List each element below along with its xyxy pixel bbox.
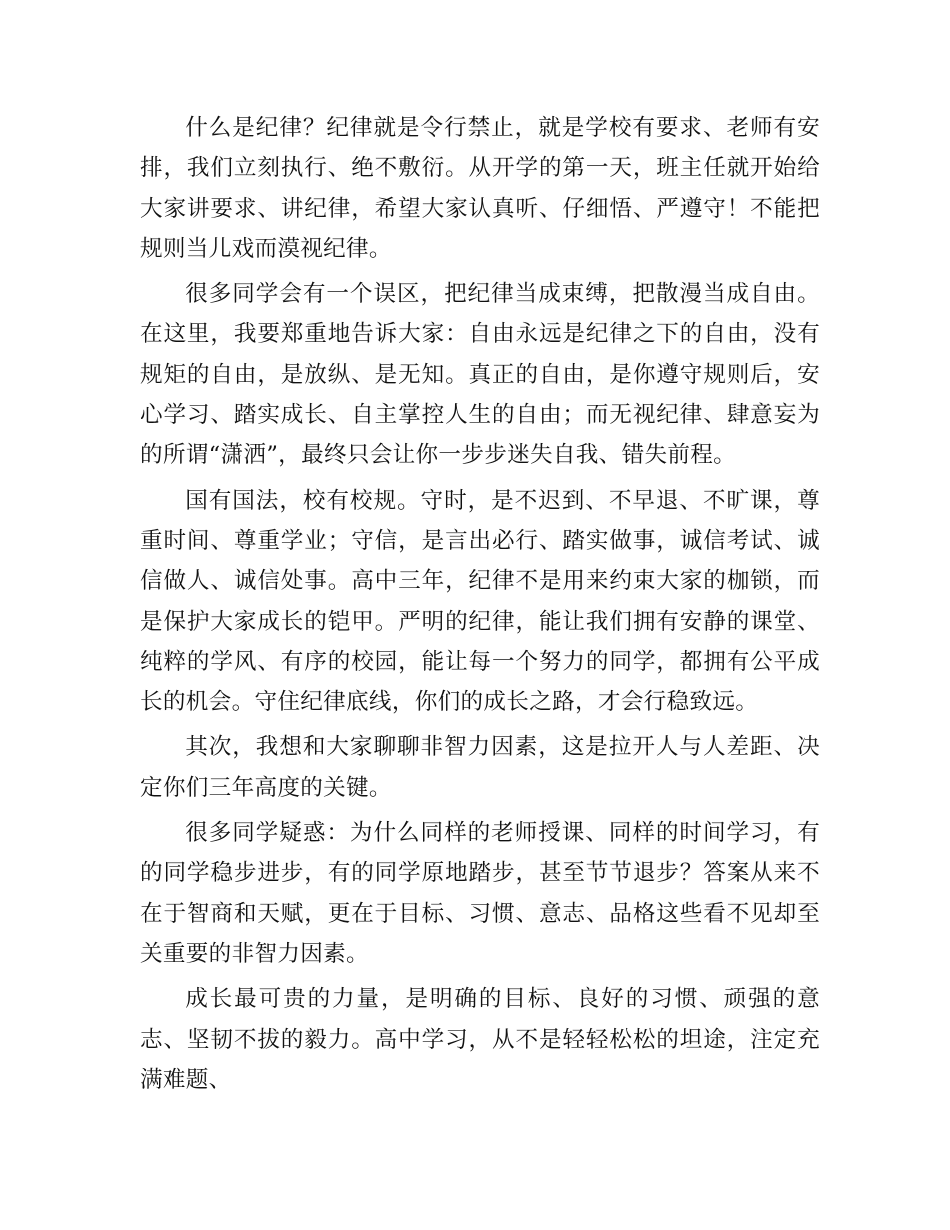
paragraph-growth-power: 成长最可贵的力量，是明确的目标、良好的习惯、顽强的意志、坚韧不拔的毅力。高中学习，从不是轻轻松松的坦途，注定充满难题、 bbox=[140, 986, 820, 1093]
paragraph-school-rules: 国有国法，校有校规。守时，是不迟到、不早退、不旷课，尊重时间、尊重学业；守信，是言出必行、踏实做事，诚信考试、诚信做人、诚信处事。高中三年，纪律不是用来约束大家的枷锁，而是保护大家成长的铠甲。严明的纪律，能让我们拥有安静的课堂、纯粹的学风、有序的校园，能让每一个努力的同学，都拥有公平成长的机会。守住纪律底线，你们的成长之路，才会行稳致远。 bbox=[140, 487, 820, 716]
paragraph-student-doubts: 很多同学疑惑：为什么同样的老师授课、同样的时间学习，有的同学稳步进步，有的同学原地踏步，甚至节节退步？答案从来不在于智商和天赋，更在于目标、习惯、意志、品格这些看不见却至关重要的非智力因素。 bbox=[140, 820, 820, 967]
paragraph-non-intelligence-factors: 其次，我想和大家聊聊非智力因素，这是拉开人与人差距、决定你们三年高度的关键。 bbox=[140, 734, 820, 801]
document-body bbox=[140, 108, 820, 1101]
paragraph-discipline-definition: 什么是纪律？纪律就是令行禁止，就是学校有要求、老师有安排，我们立刻执行、绝不敷衍。从开学的第一天，班主任就开始给大家讲要求、讲纪律，希望大家认真听、仔细悟、严遵守！不能把规则当儿戏而漠视纪律。 bbox=[140, 115, 820, 262]
paragraph-freedom-misconception: 很多同学会有一个误区，把纪律当成束缚，把散漫当成自由。在这里，我要郑重地告诉大家：自由永远是纪律之下的自由，没有规矩的自由，是放纵、是无知。真正的自由，是你遵守规则后，安心学习、踏实成长、自主掌控人生的自由；而无视纪律、肆意妄为的所谓“潇洒”，最终只会让你一步步迷失自我、错失前程。 bbox=[140, 281, 820, 469]
